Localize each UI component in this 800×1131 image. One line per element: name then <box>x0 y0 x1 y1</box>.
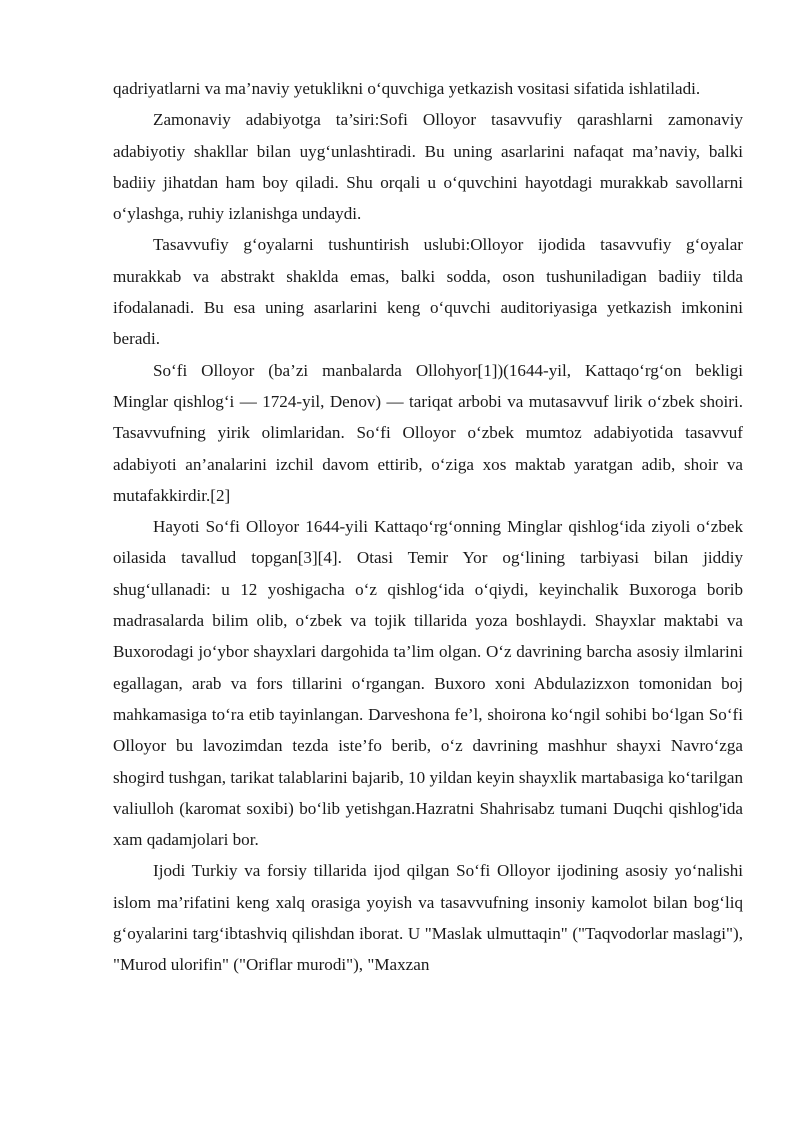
document-page <box>113 73 743 981</box>
paragraph-continuation: qadriyatlarni va ma’naviy yetuklikni o‘quvchiga yetkazish vositasi sifatida ishlatiladi. <box>113 79 701 98</box>
paragraph-explanation-style: Tasavvufiy g‘oyalarni tushuntirish uslubi:Olloyor ijodida tasavvufiy g‘oyalar murakkab va abstrakt shaklda emas, balki sodda, oson tushuniladigan badiiy tilda ifodalanadi. Bu esa uning asarlarini keng o‘quvchi auditoriyasiga yetkazish imkonini beradi. <box>113 235 743 349</box>
paragraph-works: Ijodi Turkiy va forsiy tillarida ijod qilgan So‘fi Olloyor ijodining asosiy yo‘nalishi islom ma’rifatini keng xalq orasiga yoyish va tasavvufning insoniy kamolot bilan bog‘liq g‘oyalarini targ‘ibtashviq qilishdan iborat. U "Maslak ulmuttaqin" ("Taqvodorlar maslagi"), "Murod ulorifin" ("Oriflar murodi"), "Maxzan <box>113 861 743 975</box>
paragraph-life: Hayoti So‘fi Olloyor 1644-yili Kattaqo‘rg‘onning Minglar qishlog‘ida ziyoli o‘zbek oilasida tavallud topgan[3][4]. Otasi Temir Yor og‘lining tarbiyasi bilan jiddiy shug‘ullanadi: u 12 yoshigacha o‘z qishlog‘ida o‘qiydi, keyinchalik Buxoroga borib madrasalarda bilim olib, o‘zbek va tojik tillarida yoza boshlaydi. Shayxlar maktabi va Buxorodagi jo‘ybor shayxlari dargohida ta’lim olgan. O‘z davrining barcha asosiy ilmlarini egallagan, arab va fors tillarini o‘rgangan. Buxoro xoni Abdulazizxon tomonidan boj mahkamasiga to‘ra etib tayinlangan. Darveshona fe’l, shoirona ko‘ngil sohibi bo‘lgan So‘fi Olloyor bu lavozimdan tezda iste’fo berib, o‘z davrining mashhur shayxi Navro‘zga shogird tushgan, tarikat talablarini bajarib, 10 yildan keyin shayxlik martabasiga ko‘tarilgan valiulloh (karomat soxibi) bo‘lib yetishgan.Hazratni Shahrisabz tumani Duqchi qishlog'ida xam qadamjolari bor. <box>113 517 743 850</box>
paragraph-modern-literature: Zamonaviy adabiyotga ta’siri:Sofi Olloyor tasavvufiy qarashlarni zamonaviy adabiyotiy shakllar bilan uyg‘unlashtiradi. Bu uning asarlarini nafaqat ma’naviy, balki badiiy jihatdan ham boy qiladi. Shu orqali u o‘quvchini hayotdagi murakkab savollarni o‘ylashga, ruhiy izlanishga undaydi. <box>113 110 743 224</box>
paragraph-biography-intro: So‘fi Olloyor (ba’zi manbalarda Ollohyor[1])(1644-yil, Kattaqo‘rg‘on bekligi Minglar qishlog‘i — 1724-yil, Denov) — tariqat arbobi va mutasavvuf lirik o‘zbek shoiri. Tasavvufning yirik olimlaridan. So‘fi Olloyor o‘zbek mumtoz adabiyotida tasavvuf adabiyoti an’analarini izchil davom ettirib, o‘ziga xos maktab yaratgan adib, shoir va mutafakkirdir.[2] <box>113 360 743 505</box>
